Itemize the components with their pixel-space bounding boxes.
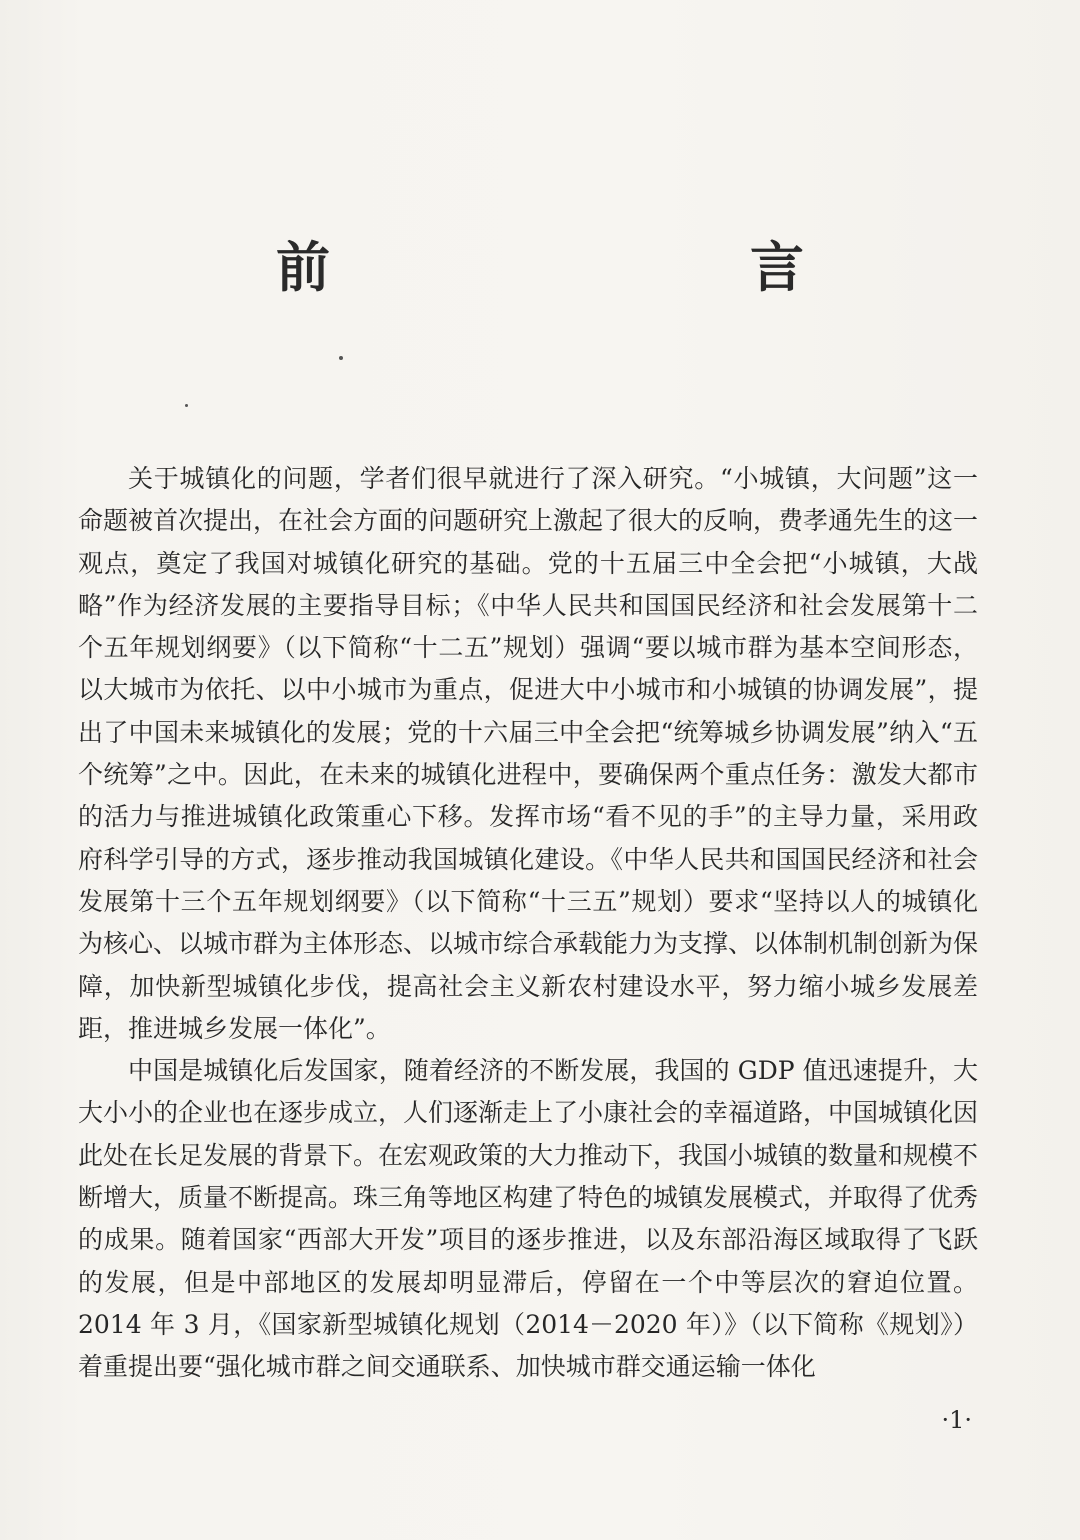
preface-body	[78, 458, 978, 1389]
ink-speck	[185, 404, 188, 407]
ink-speck	[339, 356, 343, 360]
page-title: 前 言	[276, 235, 908, 299]
paragraph: 关于城镇化的问题，学者们很早就进行了深入研究。“小城镇，大问题”这一命题被首次提出，在社会方面的问题研究上激起了很大的反响，费孝通先生的这一观点，奠定了我国对城镇化研究的基础。党的十五届三中全会把“小城镇，大战略”作为经济发展的主要指导目标；《中华人民共和国国民经济和社会发展第十二个五年规划纲要》（以下简称“十二五”规划）强调“要以城市群为基本空间形态，以大城市为依托、以中小城市为重点，促进大中小城市和小城镇的协调发展”，提出了中国未来城镇化的发展；党的十六届三中全会把“统筹城乡协调发展”纳入“五个统筹”之中。因此，在未来的城镇化进程中，要确保两个重点任务：激发大都市的活力与推进城镇化政策重心下移。发挥市场“看不见的手”的主导力量，采用政府科学引导的方式，逐步推动我国城镇化建设。《中华人民共和国国民经济和社会发展第十三个五年规划纲要》（以下简称“十三五”规划）要求“坚持以人的城镇化为核心、以城市群为主体形态、以城市综合承载能力为支撑、以体制机制创新为保障，加快新型城镇化步伐，提高社会主义新农村建设水平，努力缩小城乡发展差距，推进城乡发展一体化”。	[78, 464, 979, 1043]
page-number: ·1·	[941, 1406, 972, 1434]
paragraph: 中国是城镇化后发国家，随着经济的不断发展，我国的 GDP 值迅速提升，大大小小的企业也在逐步成立，人们逐渐走上了小康社会的幸福道路，中国城镇化因此处在长足发展的背景下。在宏观政策的大力推动下，我国小城镇的数量和规模不断增大，质量不断提高。珠三角等地区构建了特色的城镇发展模式，并取得了优秀的成果。随着国家“西部大开发”项目的逐步推进，以及东部沿海区域取得了飞跃的发展，但是中部地区的发展却明显滞后，停留在一个中等层次的窘迫位置。2014 年 3 月，《国家新型城镇化规划（2014－2020 年）》（以下简称《规划》）着重提出要“强化城市群之间交通联系、加快城市群交通运输一体化	[78, 1056, 979, 1382]
